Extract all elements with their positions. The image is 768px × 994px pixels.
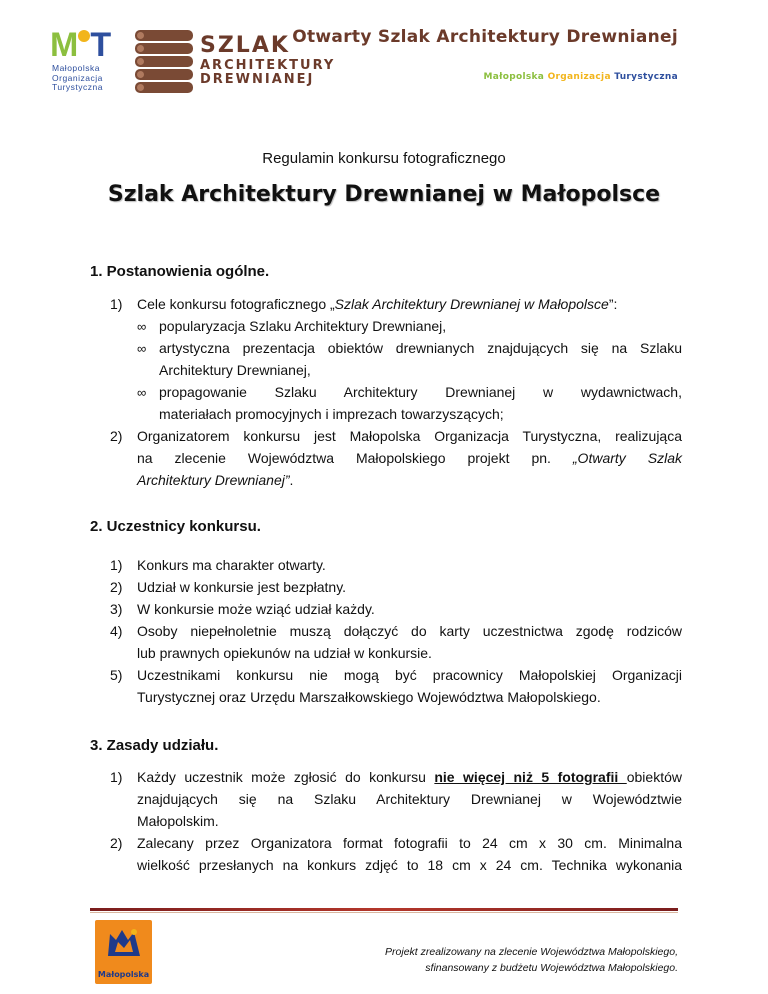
bullet-item-line: propagowanie Szlaku Architektury Drewnianej w wydawnictwach, <box>159 384 682 400</box>
section-heading: 3. Zasady udziału. <box>90 737 219 754</box>
text-run: obiektów <box>626 769 682 785</box>
text-run-italic: Architektury Drewnianej” <box>137 472 290 488</box>
log-shape <box>135 30 193 41</box>
mot-sub-line: Małopolska <box>52 63 100 73</box>
list-item-line <box>137 767 682 789</box>
footer-note <box>385 944 678 976</box>
list-number: 3) <box>110 601 123 617</box>
list-number: 4) <box>110 623 123 639</box>
section-heading: 1. Postanowienia ogólne. <box>90 263 270 280</box>
malopolska-emblem-icon <box>104 926 144 962</box>
szlak-logo-line: ARCHITEKTURY <box>200 58 336 73</box>
text-run-italic: Szlak Architektury Drewnianej w Małopolsce <box>334 296 609 312</box>
list-number: 2) <box>110 428 123 444</box>
list-item-line: Turystycznej oraz Urzędu Marszałkowskiego Województwa Małopolskiego. <box>137 689 601 705</box>
list-number: 5) <box>110 667 123 683</box>
list-number: 2) <box>110 579 123 595</box>
text-run-italic: „Otwarty Szlak <box>572 450 682 466</box>
list-number: 2) <box>110 835 123 851</box>
szlak-logo-line: SZLAK <box>200 33 290 58</box>
list-item: Udział w konkursie jest bezpłatny. <box>137 579 347 595</box>
szlak-logo-line: DREWNIANEJ <box>200 72 315 87</box>
footer-divider-thin <box>90 912 678 913</box>
mot-sub-line: Organizacja <box>52 72 103 83</box>
footer-note-line: sfinansowany z budżetu Województwa Małopolskiego. <box>425 962 678 974</box>
bullet-icon: ∞ <box>137 319 147 334</box>
section-heading: 2. Uczestnicy konkursu. <box>90 518 261 535</box>
list-item-line <box>137 448 682 470</box>
document-title: Szlak Architektury Drewnianej w Małopolsce <box>107 182 661 207</box>
mot-letter-t: T <box>90 26 111 64</box>
list-item-line <box>137 470 682 492</box>
bullet-icon: ∞ <box>137 341 147 356</box>
malopolska-logo-label: Małopolska <box>97 970 150 979</box>
list-item-line: Osoby niepełnoletnie muszą dołączyć do karty uczestnictwa zgodę rodziców <box>137 623 682 639</box>
log-shape <box>135 69 193 80</box>
mot-dot-icon <box>78 30 90 42</box>
log-shape <box>135 82 193 93</box>
list-item-line: Uczestnikami konkursu nie mogą być pracownicy Małopolskiej Organizacji <box>137 667 682 683</box>
bullet-item: popularyzacja Szlaku Architektury Drewnianej, <box>159 318 447 334</box>
mot-logo <box>50 28 130 90</box>
list-number: 1) <box>110 296 123 312</box>
malopolska-logo <box>95 920 152 984</box>
list-item-line: Zalecany przez Organizatora format fotografii to 24 cm x 30 cm. Minimalna <box>137 835 682 851</box>
wooden-logs-icon <box>135 30 195 92</box>
bullet-item-line: Architektury Drewnianej, <box>159 362 311 378</box>
text-run: . <box>289 472 294 488</box>
log-shape <box>135 43 193 54</box>
text-run: Każdy uczestnik może zgłosić do konkursu <box>137 769 435 785</box>
org-word: Turystyczna <box>614 72 678 82</box>
list-number: 1) <box>110 769 123 785</box>
mot-letter-m: M <box>50 26 78 64</box>
header-organization <box>483 72 678 82</box>
text-run: na zlecenie Województwa Małopolskiego projekt pn. <box>137 450 573 466</box>
list-item-line: wielkość przesłanych na konkurs zdjęć to 18 cm x 24 cm. Technika wykonania <box>137 857 682 873</box>
bullet-item-line: artystyczna prezentacja obiektów drewnianych znajdujących się na Szlaku <box>159 340 682 356</box>
footer-divider <box>90 908 678 911</box>
list-item-line: Organizatorem konkursu jest Małopolska Organizacja Turystyczna, realizująca <box>137 428 682 444</box>
mot-logo-letters <box>50 28 110 62</box>
text-run-underlined: nie więcej niż 5 fotografii <box>434 769 627 785</box>
bullet-icon: ∞ <box>137 385 147 400</box>
list-item-line: znajdujących się na Szlaku Architektury Drewnianej w Województwie <box>137 791 682 807</box>
mot-logo-subtitle <box>52 64 103 93</box>
document-subtitle: Regulamin konkursu fotograficznego <box>262 150 506 167</box>
list-item: W konkursie może wziąć udział każdy. <box>137 601 375 617</box>
org-word: Organizacja <box>547 72 615 82</box>
list-number: 1) <box>110 557 123 573</box>
log-shape <box>135 56 193 67</box>
list-item <box>137 294 682 316</box>
org-word: Małopolska <box>483 72 548 82</box>
list-item-line: Małopolskim. <box>137 813 219 829</box>
text-run: Cele konkursu fotograficznego „ <box>137 296 335 312</box>
list-item-line: lub prawnych opiekunów na udział w konkursie. <box>137 645 432 661</box>
mot-sub-line: Turystyczna <box>52 82 104 92</box>
footer-note-line: Projekt zrealizowany na zlecenie Województwa Małopolskiego, <box>385 946 678 958</box>
text-run: ”: <box>608 296 618 312</box>
bullet-item-line: materiałach promocyjnych i imprezach towarzyszących; <box>159 406 504 422</box>
header-title: Otwarty Szlak Architektury Drewnianej <box>292 27 678 47</box>
list-item: Konkurs ma charakter otwarty. <box>137 557 326 573</box>
